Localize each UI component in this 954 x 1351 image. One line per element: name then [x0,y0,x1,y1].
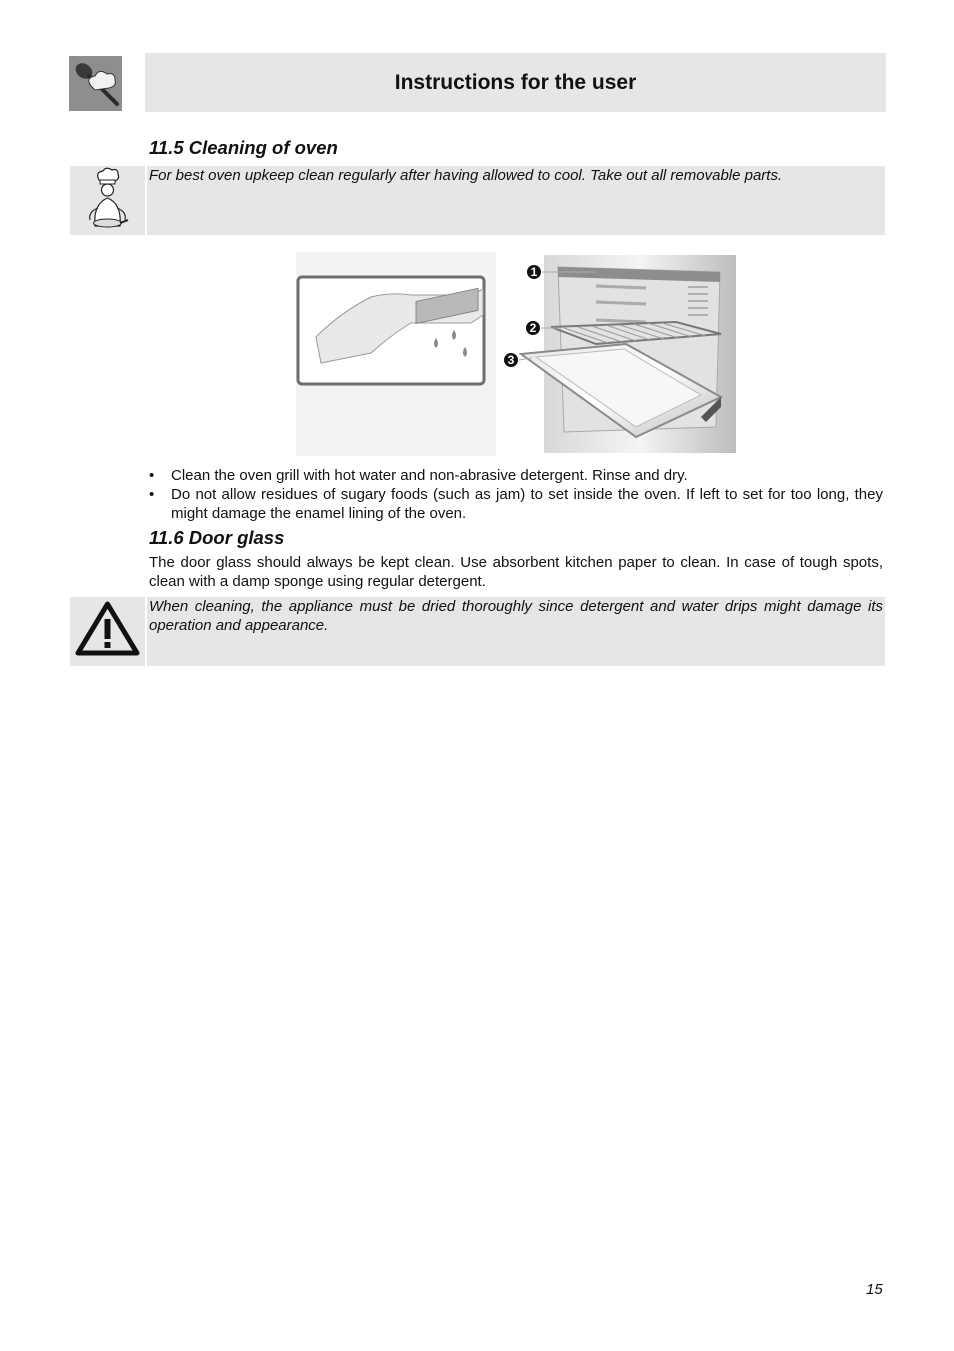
warning-triangle-icon [70,597,145,666]
bullet-text: Clean the oven grill with hot water and non-abrasive detergent. Rinse and dry. [171,467,688,484]
warning-box [147,597,885,666]
chef-icon [70,166,145,235]
list-item [149,485,883,523]
svg-text:2: 2 [529,321,537,335]
section-title-cleaning-of-oven: 11.5 Cleaning of oven [149,137,338,158]
svg-text:1: 1 [530,265,538,279]
section-title-door-glass: 11.6 Door glass [149,527,285,548]
bullet-symbol: • [149,486,155,503]
cleaning-bullet-list [149,466,883,523]
spoon-chef-hat-icon [69,56,122,111]
warning-text: When cleaning, the appliance must be dried thoroughly since detergent and water drips might damage its operation and appearance. [149,598,883,634]
bullet-text: Do not allow residues of sugary foods (such as jam) to set inside the oven. If left to set for too long, they might damage the enamel lining of the oven. [171,486,883,522]
bullet-symbol: • [149,467,155,484]
list-item [149,466,883,485]
door-glass-paragraph: The door glass should always be kept clean. Use absorbent kitchen paper to clean. In case of tough spots, clean with a damp sponge using regular detergent. [149,554,883,590]
note-text: For best oven upkeep clean regularly after having allowed to cool. Take out all removable parts. [149,167,783,184]
page-number: 15 [866,1281,883,1298]
page-title: Instructions for the user [394,70,637,94]
header-bar [145,53,886,112]
svg-text:3: 3 [507,353,515,367]
note-box [147,166,885,235]
oven-cleaning-illustration [296,252,738,456]
